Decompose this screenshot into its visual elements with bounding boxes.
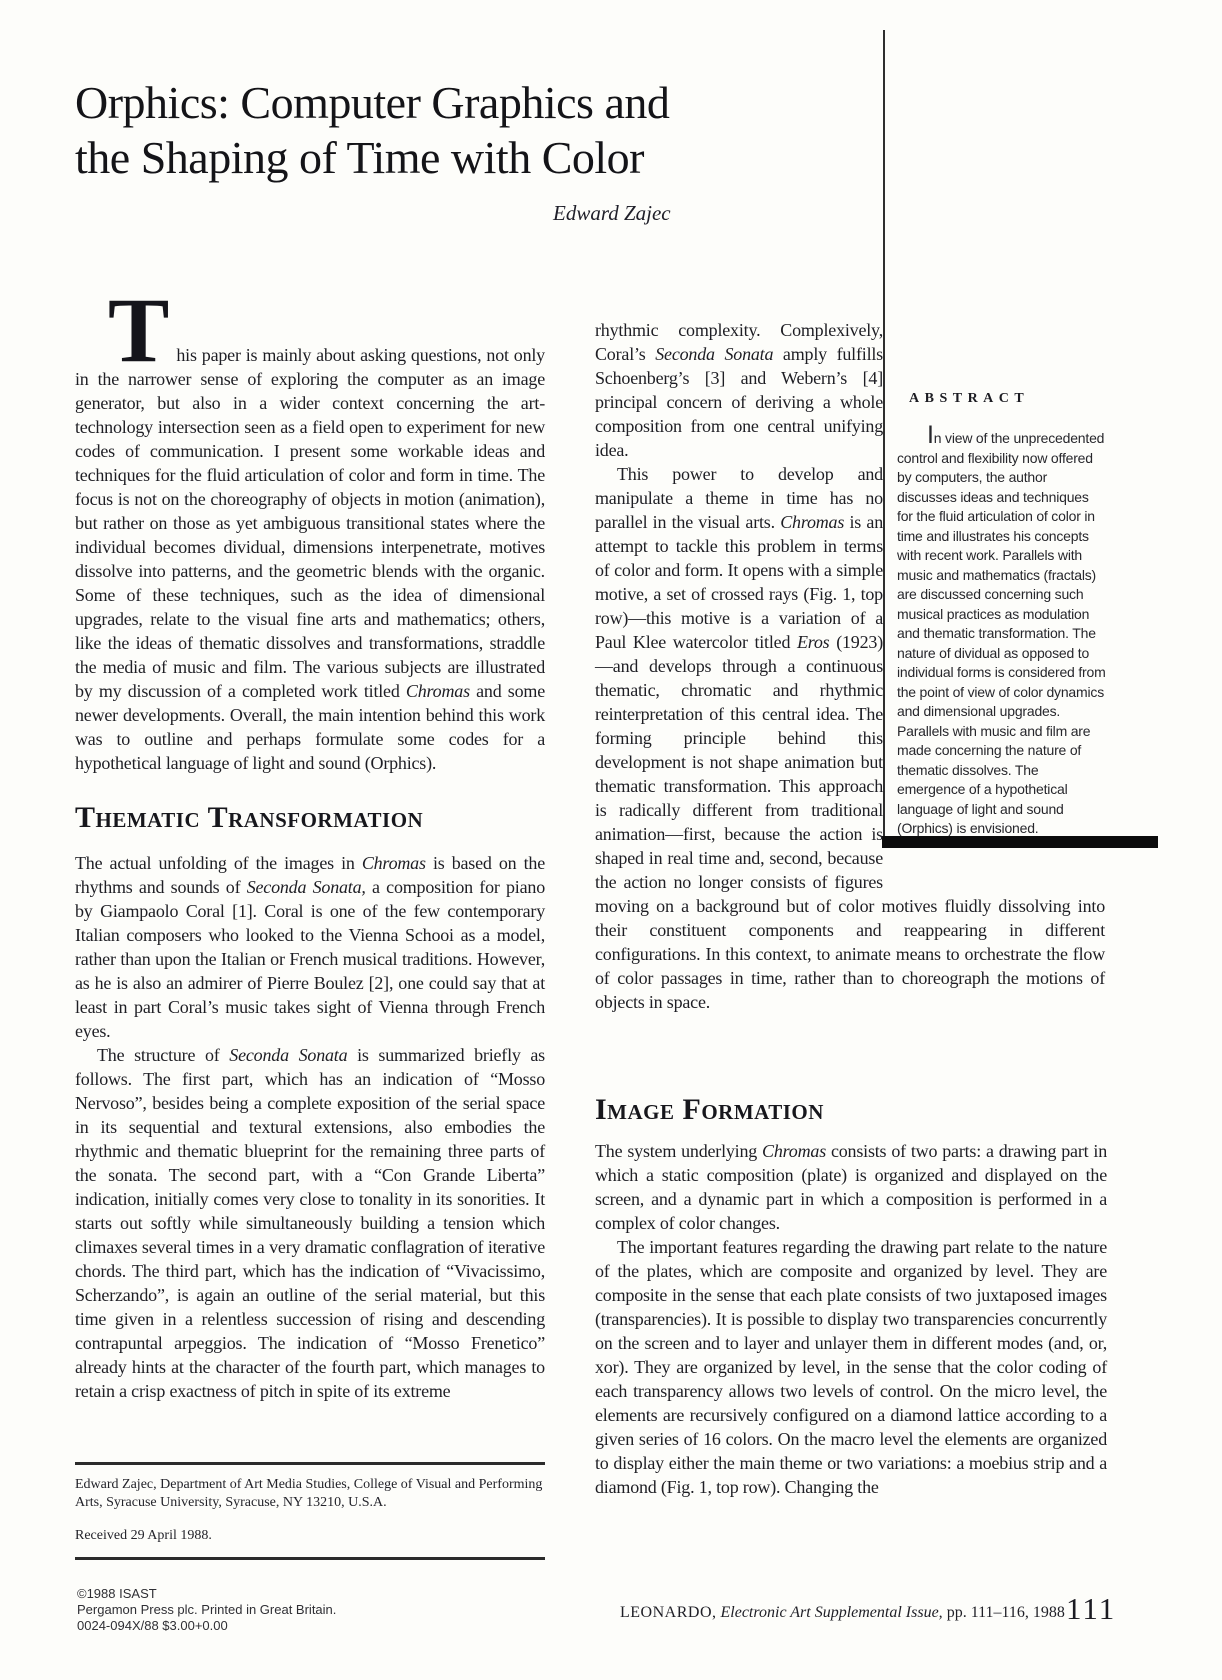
received-date: Received 29 April 1988. [75, 1528, 212, 1543]
journal-pages: pp. 111–116, 1988 [942, 1604, 1065, 1621]
column-right-paragraph-1: rhythmic complexity. Complexively, Coral’s Seconda Sonata amply fulfills Schoenberg’s [3] and Webern’s [4] principal concern of deriving a whole composition from one central unifying idea. [595, 320, 883, 460]
thematic-paragraph-1: The actual unfolding of the images in Chromas is based on the rhythms and sounds of Seconda Sonata, a composition for piano by Giampaolo Coral [1]. Coral is one of the few contemporary Italian composers who looked to the Vienna Schooi as a model, rather than upon the Italian or French musical traditions. However, as he is also an admirer of Pierre Boulez [2], one could say that at least in part Coral’s music takes sight of Vienna through French eyes. [75, 853, 545, 1041]
author-name: Edward Zajec [553, 201, 671, 225]
issn-line: 0024-094X/88 $3.00+0.00 [77, 1618, 228, 1633]
abstract-layout-spacer [883, 318, 1105, 874]
abstract-body-text: n view of the unprecedented control and flexibility now offered by computers, the author discusses ideas and techniques for the fluid articulation of color in time and illustrates his concepts with recent work. Parallels with music and mathematics (fractals) are discussed concerning such musical practices as modulation and thematic transformation. The nature of dividual as opposed to individual forms is considered from the point of view of color dynamics and dimensional upgrades. Parallels with music and film are made concerning the nature of thematic dissolves. The emergence of a hypothetical language of light and sound (Orphics) is envisioned. [897, 430, 1106, 836]
column-left [75, 279, 546, 1403]
intro-paragraph-text: his paper is mainly about asking questions, not only in the narrower sense of exploring the computer as an image generator, but also in a wider context concerning the art-technology intersection seen as a field open to experiment for new codes of communication. I present some workable ideas and techniques for the fluid articulation of color and form in time. The focus is not on the choreography of objects in motion (animation), but rather on those as yet ambiguous transitional states where the individual becomes dividual, dimensions interpenetrate, motives dissolve into patterns, and the geometric blends with the organic. Some of these techniques, such as the idea of dimensional upgrades, relate to the visual fine arts and mathematics; others, like the ideas of thematic dissolves and transformations, straddle the media of music and film. The various subjects are illustrated by my discussion of a completed work titled Chromas and some newer developments. Overall, the main intention behind this work was to outline and perhaps formulate some codes for a hypothetical language of light and sound (Orphics). [75, 345, 546, 773]
copyright-imprint [77, 1586, 336, 1634]
image-formation-paragraph-2: The important features regarding the drawing part relate to the nature of the plates, which are composite and organized by level. They are composite in the sense that each plate consists of two juxtaposed images (transparencies). It is possible to display two transparencies concurrently on the screen and to layer and unlayer them in different modes (and, or, xor). They are organized by level, in the sense that the color coding of each transparency allows two levels of control. On the micro level, the elements are recursively configured on a diamond lattice according to a given series of 16 colors. On the macro level the elements are organized to display either the main theme or two variations: a moebius strip and a diamond (Fig. 1, top row). Changing the [595, 1237, 1107, 1497]
abstract-raised-initial: I [927, 421, 934, 449]
publisher-line: Pergamon Press plc. Printed in Great Britain. [77, 1602, 337, 1617]
column-right-paragraph-2: This power to develop and manipulate a theme in time has no parallel in the visual arts. Chromas is an attempt to tackle this problem in terms of color and form. It opens with a simple motive, a set of crossed rays (Fig. 1, top row)—this motive is a variation of a Paul Klee watercolor titled Eros (1923)—and develops through a continuous thematic, chromatic and rhythmic reinterpretation of this central idea. The forming principle behind this development is not shape animation but thematic transformation. This approach is radically different from traditional animation—first, because the action is shaped in real time and, second, because the action no longer consists of figures moving on a background but of color motives fluidly dissolving into their constituent components and reappearing in different configurations. In this context, to animate means to orchestrate the flow of color passages in time, rather than to choreograph the motions of objects in space. [595, 464, 1105, 1012]
footnote-block [75, 1462, 545, 1560]
page-number: 111 [1066, 1591, 1117, 1626]
journal-citation [620, 1604, 1065, 1622]
raised-initial: T [108, 279, 171, 381]
author-affiliation: Edward Zajec, Department of Art Media Studies, College of Visual and Performing Arts, Syracuse University, Syracuse, NY 13210, U.S.A. [75, 1477, 543, 1510]
article-title [75, 75, 815, 185]
thematic-paragraph-2: The structure of Seconda Sonata is summarized briefly as follows. The first part, which has an indication of “Mosso Nervoso”, besides being a complete exposition of the serial space in its sequential and textural extensions, also embodies the rhythmic and thematic blueprint for the remaining three parts of the sonata. The second part, with a “Con Grande Liberta” indication, initially comes very close to tonality in its sonorities. It starts out softly while simultaneously building a tension which climaxes several times in a very dramatic conflagration of iterative chords. The third part, which has the indication of “Vivacissimo, Scherzando”, is again an outline of the serial material, but this time given in a relentless succession of rising and descending contrapuntal arpeggios. The indication of “Mosso Frenetico” already hints at the character of the fourth part, which manages to retain a crisp exactness of pitch in spite of its extreme [75, 1045, 545, 1401]
copyright-line: ©1988 ISAST [77, 1586, 157, 1601]
column-right [595, 318, 1105, 1014]
journal-name: LEONARDO, [620, 1604, 717, 1621]
article-title-line1: Orphics: Computer Graphics and [75, 76, 670, 128]
journal-issue: Electronic Art Supplemental Issue, [716, 1604, 943, 1621]
section-image-formation [595, 1093, 1107, 1499]
image-formation-paragraph-1: The system underlying Chromas consists of two parts: a drawing part in which a static composition (plate) is organized and displayed on the screen, and a dynamic part in which a composition is performed in a complex of color changes. [595, 1141, 1107, 1233]
intro-paragraph [75, 279, 546, 775]
section-heading-image-formation: Image Formation [595, 1093, 824, 1126]
abstract-heading: ABSTRACT [909, 391, 1030, 406]
section-heading-thematic-transformation: Thematic Transformation [75, 801, 424, 834]
article-title-line2: the Shaping of Time with Color [75, 131, 644, 183]
